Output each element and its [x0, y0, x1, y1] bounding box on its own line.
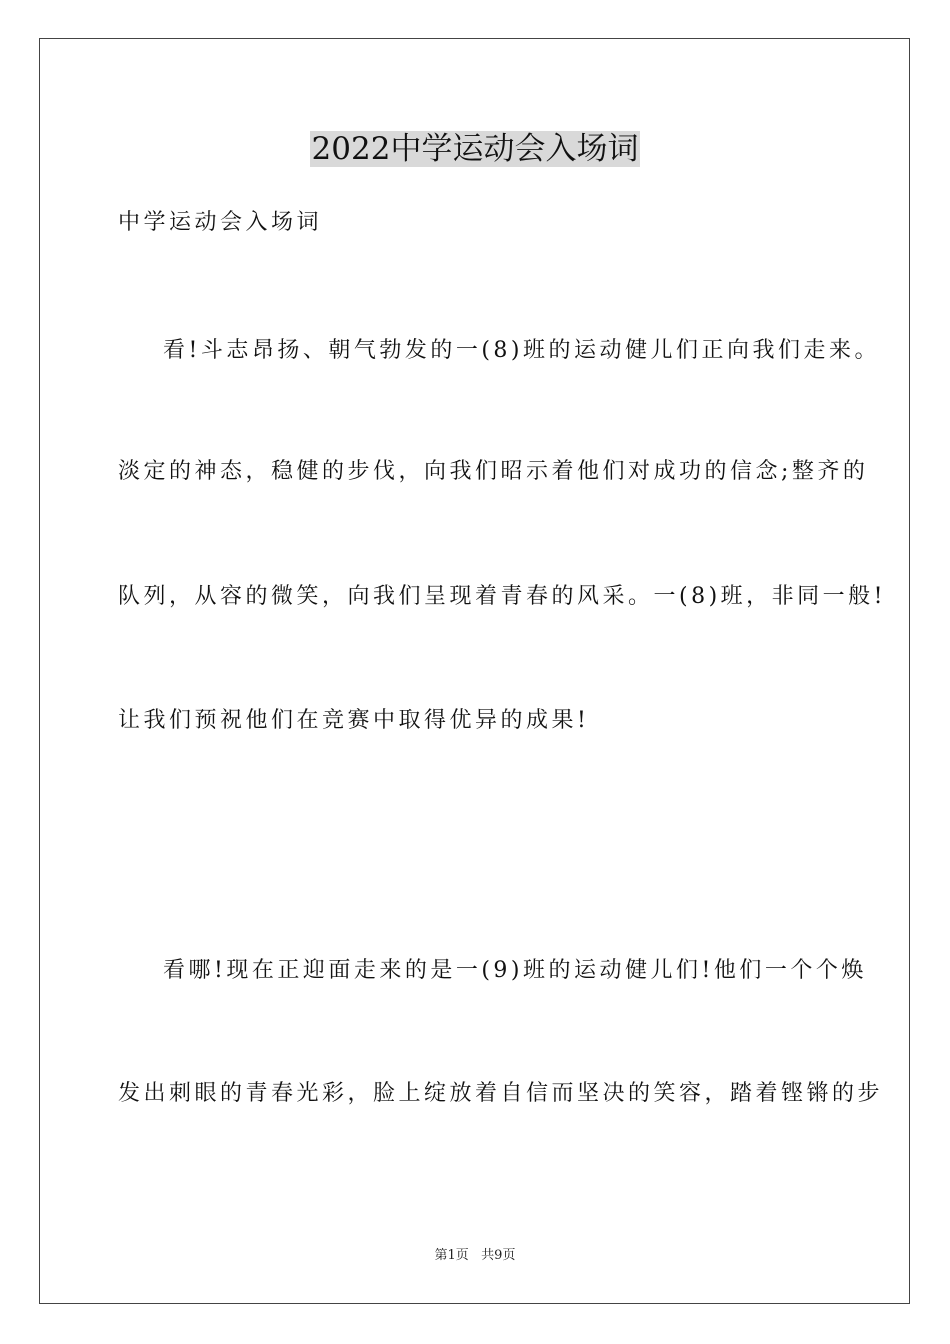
- paragraph-2-line-1: 看哪!现在正迎面走来的是一(9)班的运动健儿们!他们一个个焕: [163, 958, 867, 983]
- paragraph-1-line-4: 让我们预祝他们在竞赛中取得优异的成果!: [118, 708, 590, 733]
- paragraph-2-line-2: 发出刺眼的青春光彩，脸上绽放着自信而坚决的笑容，踏着铿锵的步: [118, 1081, 884, 1106]
- paragraph-1-line-2: 淡定的神态，稳健的步伐，向我们昭示着他们对成功的信念;整齐的: [118, 459, 869, 484]
- page-number-footer: 第1页 共9页: [434, 1248, 516, 1263]
- paragraph-1-line-3: 队列，从容的微笑，向我们呈现着青春的风采。一(8)班，非同一般!: [118, 584, 887, 609]
- paragraph-1-line-1: 看!斗志昂扬、朝气勃发的一(8)班的运动健儿们正向我们走来。: [163, 338, 881, 363]
- document-title: [0, 128, 950, 170]
- document-title-text: 2022中学运动会入场词: [311, 131, 639, 167]
- document-subtitle: 中学运动会入场词: [118, 210, 323, 235]
